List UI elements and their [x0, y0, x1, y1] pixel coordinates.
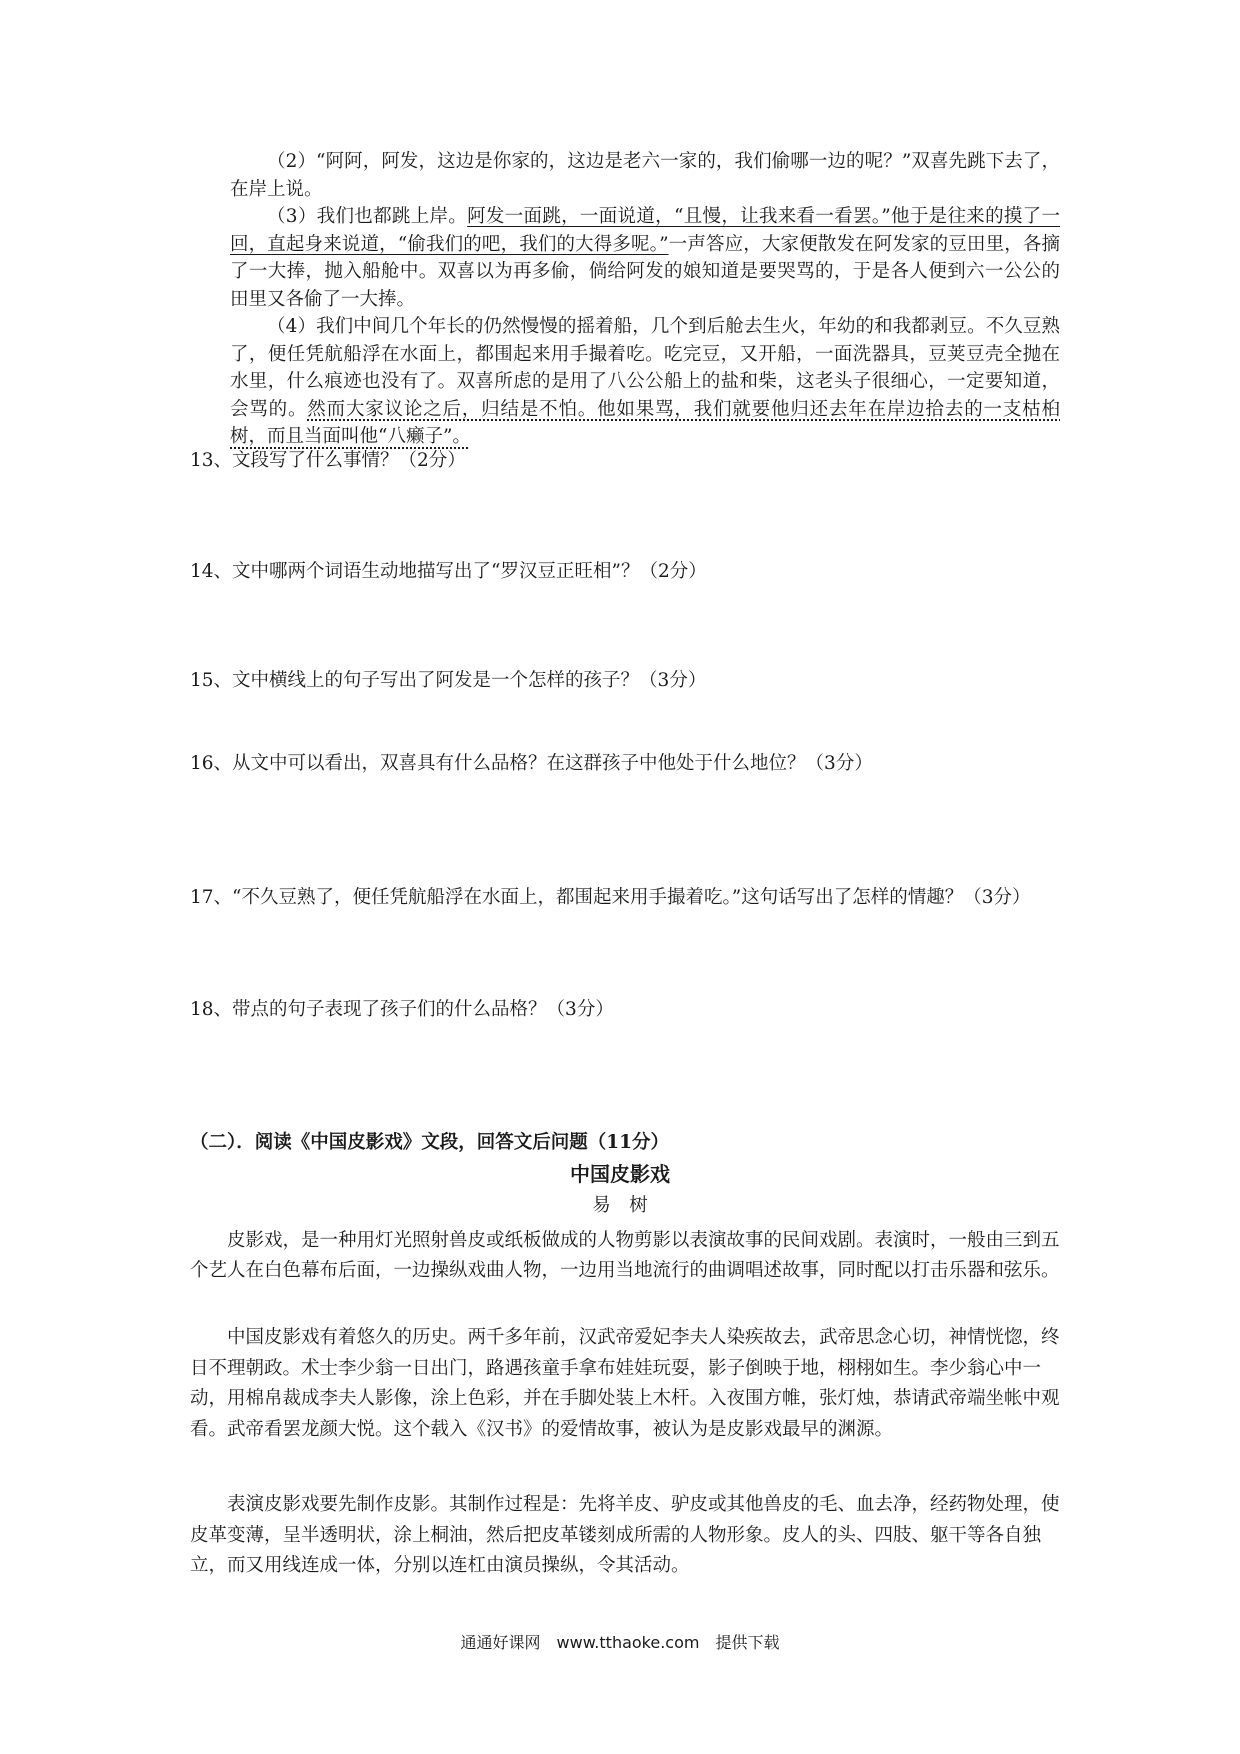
question-18: 18、带点的句子表现了孩子们的什么品格？（3分）	[190, 999, 614, 1020]
page-footer: 通通好课网 www.tthaoke.com 提供下载	[460, 1633, 780, 1652]
question-13: 13、文段写了什么事情？（2分）	[190, 450, 466, 471]
article-paragraph-2: 中国皮影戏有着悠久的历史。两千多年前，汉武帝爱妃李夫人染疾故去，武帝思念心切，神情恍惚，终日不理朝政。术士李少翁一日出门，路遇孩童手拿布娃娃玩耍，影子倒映于地，栩栩如生。李少翁心中一动，用棉帛裁成李夫人影像，涂上色彩，并在手脚处装上木杆。入夜围方帷，张灯烛，恭请武帝端坐帐中观看。武帝看罢龙颜大悦。这个载入《汉书》的爱情故事，被认为是皮影戏最早的渊源。	[190, 1327, 1060, 1440]
passage-paragraph-2: （2）“阿阿，阿发，这边是你家的，这边是老六一家的，我们偷哪一边的呢？”双喜先跳下去了，在岸上说。	[230, 151, 1060, 200]
article-title: 中国皮影戏	[570, 1162, 670, 1186]
dotted-sentence: 然而大家议论之后，归结是不怕。他如果骂，我们就要他归还去年在岸边拾去的一支枯桕树，而且当面叫他“八癞子”。	[230, 398, 1060, 447]
article-paragraph-3: 表演皮影戏要先制作皮影。其制作过程是：先将羊皮、驴皮或其他兽皮的毛、血去净，经药物处理，使皮革变薄，呈半透明状，涂上桐油，然后把皮革镂刻成所需的人物形象。皮人的头、四肢、躯干等各自独立，而又用线连成一体，分别以连杠由演员操纵，令其活动。	[190, 1494, 1060, 1576]
article-author: 易 树	[592, 1195, 648, 1216]
question-14: 14、文中哪两个词语生动地描写出了“罗汉豆正旺相”？（2分）	[190, 561, 707, 582]
question-15: 15、文中横线上的句子写出了阿发是一个怎样的孩子？（3分）	[190, 670, 707, 691]
passage-paragraph-4: （4）我们中间几个年长的仍然慢慢的摇着船，几个到后舱去生火，年幼的和我都剥豆。不久豆熟了，便任凭航船浮在水面上，都围起来用手撮着吃。吃完豆，又开船，一面洗器具，豆荚豆壳全抛在水里，什么痕迹也没有了。双喜所虑的是用了八公公船上的盐和柴，这老头子很细心，一定要知道，会骂的。然而大家议论之后，归结是不怕。他如果骂，我们就要他归还去年在岸边拾去的一支枯桕树，而且当面叫他“八癞子”。	[230, 316, 1060, 447]
question-17: 17、“不久豆熟了，便任凭航船浮在水面上，都围起来用手撮着吃。”这句话写出了怎样的情趣？（3分）	[190, 887, 1031, 908]
passage-paragraph-3: （3）我们也都跳上岸。阿发一面跳，一面说道，“且慢，让我来看一看罢。”他于是往来的摸了一回，直起身来说道，“偷我们的吧，我们的大得多呢。”一声答应，大家便散发在阿发家的豆田里，各摘了一大捧，抛入船舱中。双喜以为再多偷，倘给阿发的娘知道是要哭骂的，于是各人便到六一公公的田里又各偷了一大捧。	[230, 206, 1060, 310]
section-heading: （二）．阅读《中国皮影戏》文段，回答文后问题（11分）	[190, 1132, 669, 1153]
underlined-sentence: 阿发一面跳，一面说道，“且慢，让我来看一看罢。”他于是往来的摸了一回，直起身来说道，“偷我们的吧，我们的大得多呢。”	[230, 206, 1060, 255]
article-paragraph-1: 皮影戏，是一种用灯光照射兽皮或纸板做成的人物剪影以表演故事的民间戏剧。表演时，一般由三到五个艺人在白色幕布后面，一边操纵戏曲人物，一边用当地流行的曲调唱述故事，同时配以打击乐器和弦乐。	[190, 1230, 1060, 1281]
question-16: 16、从文中可以看出，双喜具有什么品格？在这群孩子中他处于什么地位？（3分）	[190, 753, 873, 774]
